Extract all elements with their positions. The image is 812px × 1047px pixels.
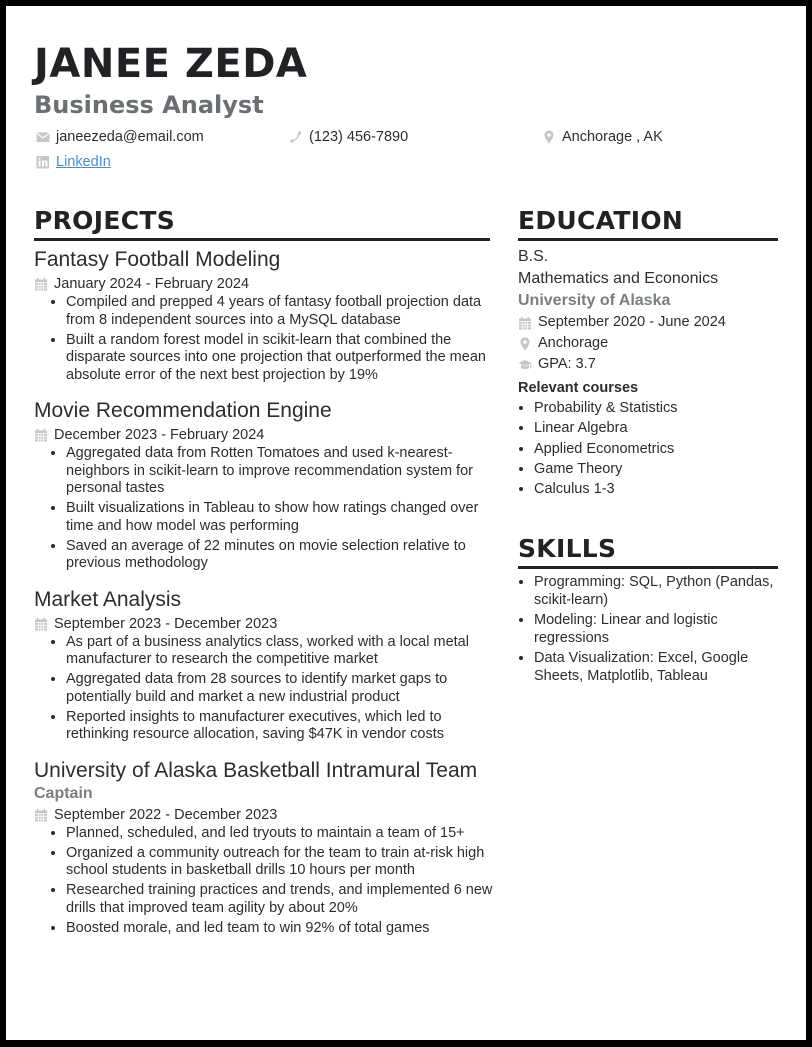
project-item bbox=[34, 758, 494, 938]
education-heading: EDUCATION bbox=[518, 206, 684, 235]
project-bullets bbox=[34, 634, 494, 744]
projects-list bbox=[34, 247, 494, 951]
project-name: Market Analysis bbox=[34, 587, 182, 611]
project-date-row bbox=[34, 615, 494, 633]
skills-block bbox=[518, 574, 780, 688]
bullet: • Organized a community outreach for the team to train at-risk high school students in basketball drills 10 hours per month bbox=[66, 845, 494, 880]
project-name: Fantasy Football Modeling bbox=[34, 248, 281, 271]
bullet: • Built a random forest model in scikit-learn that combined the disparate sources into one projection that outperformed the mean absolute error of the next best projection by 19% bbox=[66, 332, 494, 385]
phone-icon bbox=[289, 130, 303, 144]
education-dates-row bbox=[518, 312, 780, 333]
project-item bbox=[34, 398, 494, 573]
map-pin-icon bbox=[542, 130, 556, 144]
bullet: • Saved an average of 22 minutes on movie selection relative to previous methodology bbox=[66, 538, 494, 573]
projects-divider bbox=[34, 238, 490, 241]
education-block bbox=[518, 246, 780, 499]
project-dates: January 2024 - February 2024 bbox=[54, 276, 250, 292]
graduation-cap-icon bbox=[518, 358, 532, 372]
project-item bbox=[34, 587, 494, 744]
bullet: • Built visualizations in Tableau to show how ratings changed over time and how model was performing bbox=[66, 500, 494, 535]
contact-location bbox=[542, 128, 663, 146]
project-role: Captain bbox=[34, 784, 93, 802]
project-dates: September 2022 - December 2023 bbox=[54, 806, 278, 823]
skills-divider bbox=[518, 566, 778, 569]
bullet: • Aggregated data from 28 sources to identify market gaps to potentially build and market a new industrial product bbox=[66, 671, 494, 706]
contact-email bbox=[36, 128, 204, 146]
gpa: GPA: 3.7 bbox=[538, 356, 596, 372]
map-pin-icon bbox=[518, 337, 532, 351]
contact-phone bbox=[289, 128, 408, 146]
bullet: • As part of a business analytics class, worked with a local metal manufacturer to research the competitive market bbox=[66, 634, 494, 669]
calendar-icon bbox=[518, 316, 532, 330]
envelope-icon bbox=[36, 130, 50, 144]
location-text: Anchorage , AK bbox=[562, 129, 663, 145]
education-gpa-row bbox=[518, 354, 780, 375]
course-item: • Applied Econometrics bbox=[534, 439, 780, 459]
school-name: University of Alaska bbox=[518, 292, 671, 309]
degree: B.S. bbox=[518, 248, 549, 265]
calendar-icon bbox=[34, 808, 48, 822]
education-location: Anchorage bbox=[538, 335, 609, 351]
courses-list bbox=[518, 398, 780, 499]
candidate-name: JANEE ZEDA bbox=[34, 41, 308, 87]
project-date-row bbox=[34, 806, 494, 824]
project-bullets bbox=[34, 294, 494, 384]
projects-heading: PROJECTS bbox=[34, 206, 176, 235]
skill-item: • Data Visualization: Excel, Google Sheets, Matplotlib, Tableau bbox=[534, 650, 780, 685]
education-location-row bbox=[518, 333, 780, 354]
education-dates: September 2020 - June 2024 bbox=[538, 314, 726, 330]
bullet: • Reported insights to manufacturer executives, which led to rethinking resource allocation, saving $47K in vendor costs bbox=[66, 709, 494, 744]
project-item bbox=[34, 247, 494, 384]
project-dates: December 2023 - February 2024 bbox=[54, 427, 265, 443]
skills-heading: SKILLS bbox=[518, 534, 617, 563]
project-bullets bbox=[34, 445, 494, 573]
education-divider bbox=[518, 238, 778, 241]
bullet: • Aggregated data from Rotten Tomatoes and used k-nearest-neighbors in scikit-learn to improve recommendation system for personal tastes bbox=[66, 445, 494, 498]
skills-list bbox=[518, 574, 780, 685]
resume-page bbox=[6, 6, 806, 1040]
courses-label: Relevant courses bbox=[518, 380, 639, 396]
project-dates: September 2023 - December 2023 bbox=[54, 615, 278, 632]
project-name: Movie Recommendation Engine bbox=[34, 399, 332, 422]
project-date-row bbox=[34, 426, 494, 444]
bullet: • Planned, scheduled, and led tryouts to maintain a team of 15+ bbox=[66, 825, 494, 843]
bullet: • Boosted morale, and led team to win 92% of total games bbox=[66, 920, 494, 938]
bullet: • Compiled and prepped 4 years of fantasy football projection data from 8 independent sources into a MySQL database bbox=[66, 294, 494, 329]
calendar-icon bbox=[34, 277, 48, 291]
job-title: Business Analyst bbox=[34, 91, 264, 119]
project-bullets bbox=[34, 825, 494, 938]
calendar-icon bbox=[34, 428, 48, 442]
bullet: • Researched training practices and trends, and implemented 6 new drills that improved team agility by about 20% bbox=[66, 882, 494, 917]
project-name: University of Alaska Basketball Intramural Team bbox=[34, 758, 478, 782]
course-item: • Linear Algebra bbox=[534, 418, 780, 438]
project-date-row bbox=[34, 275, 494, 293]
email-text: janeezeda@email.com bbox=[56, 129, 204, 145]
course-item: • Game Theory bbox=[534, 459, 780, 479]
contact-linkedin[interactable] bbox=[36, 153, 111, 171]
phone-text: (123) 456-7890 bbox=[309, 129, 409, 145]
skill-item: • Programming: SQL, Python (Pandas, scikit-learn) bbox=[534, 574, 780, 609]
field-of-study: Mathematics and Econonics bbox=[518, 270, 719, 287]
skill-item: • Modeling: Linear and logistic regressions bbox=[534, 612, 780, 647]
linkedin-link[interactable]: LinkedIn bbox=[56, 154, 111, 170]
calendar-icon bbox=[34, 617, 48, 631]
linkedin-icon bbox=[36, 155, 50, 169]
course-item: • Probability & Statistics bbox=[534, 398, 780, 418]
course-item: • Calculus 1-3 bbox=[534, 479, 780, 499]
